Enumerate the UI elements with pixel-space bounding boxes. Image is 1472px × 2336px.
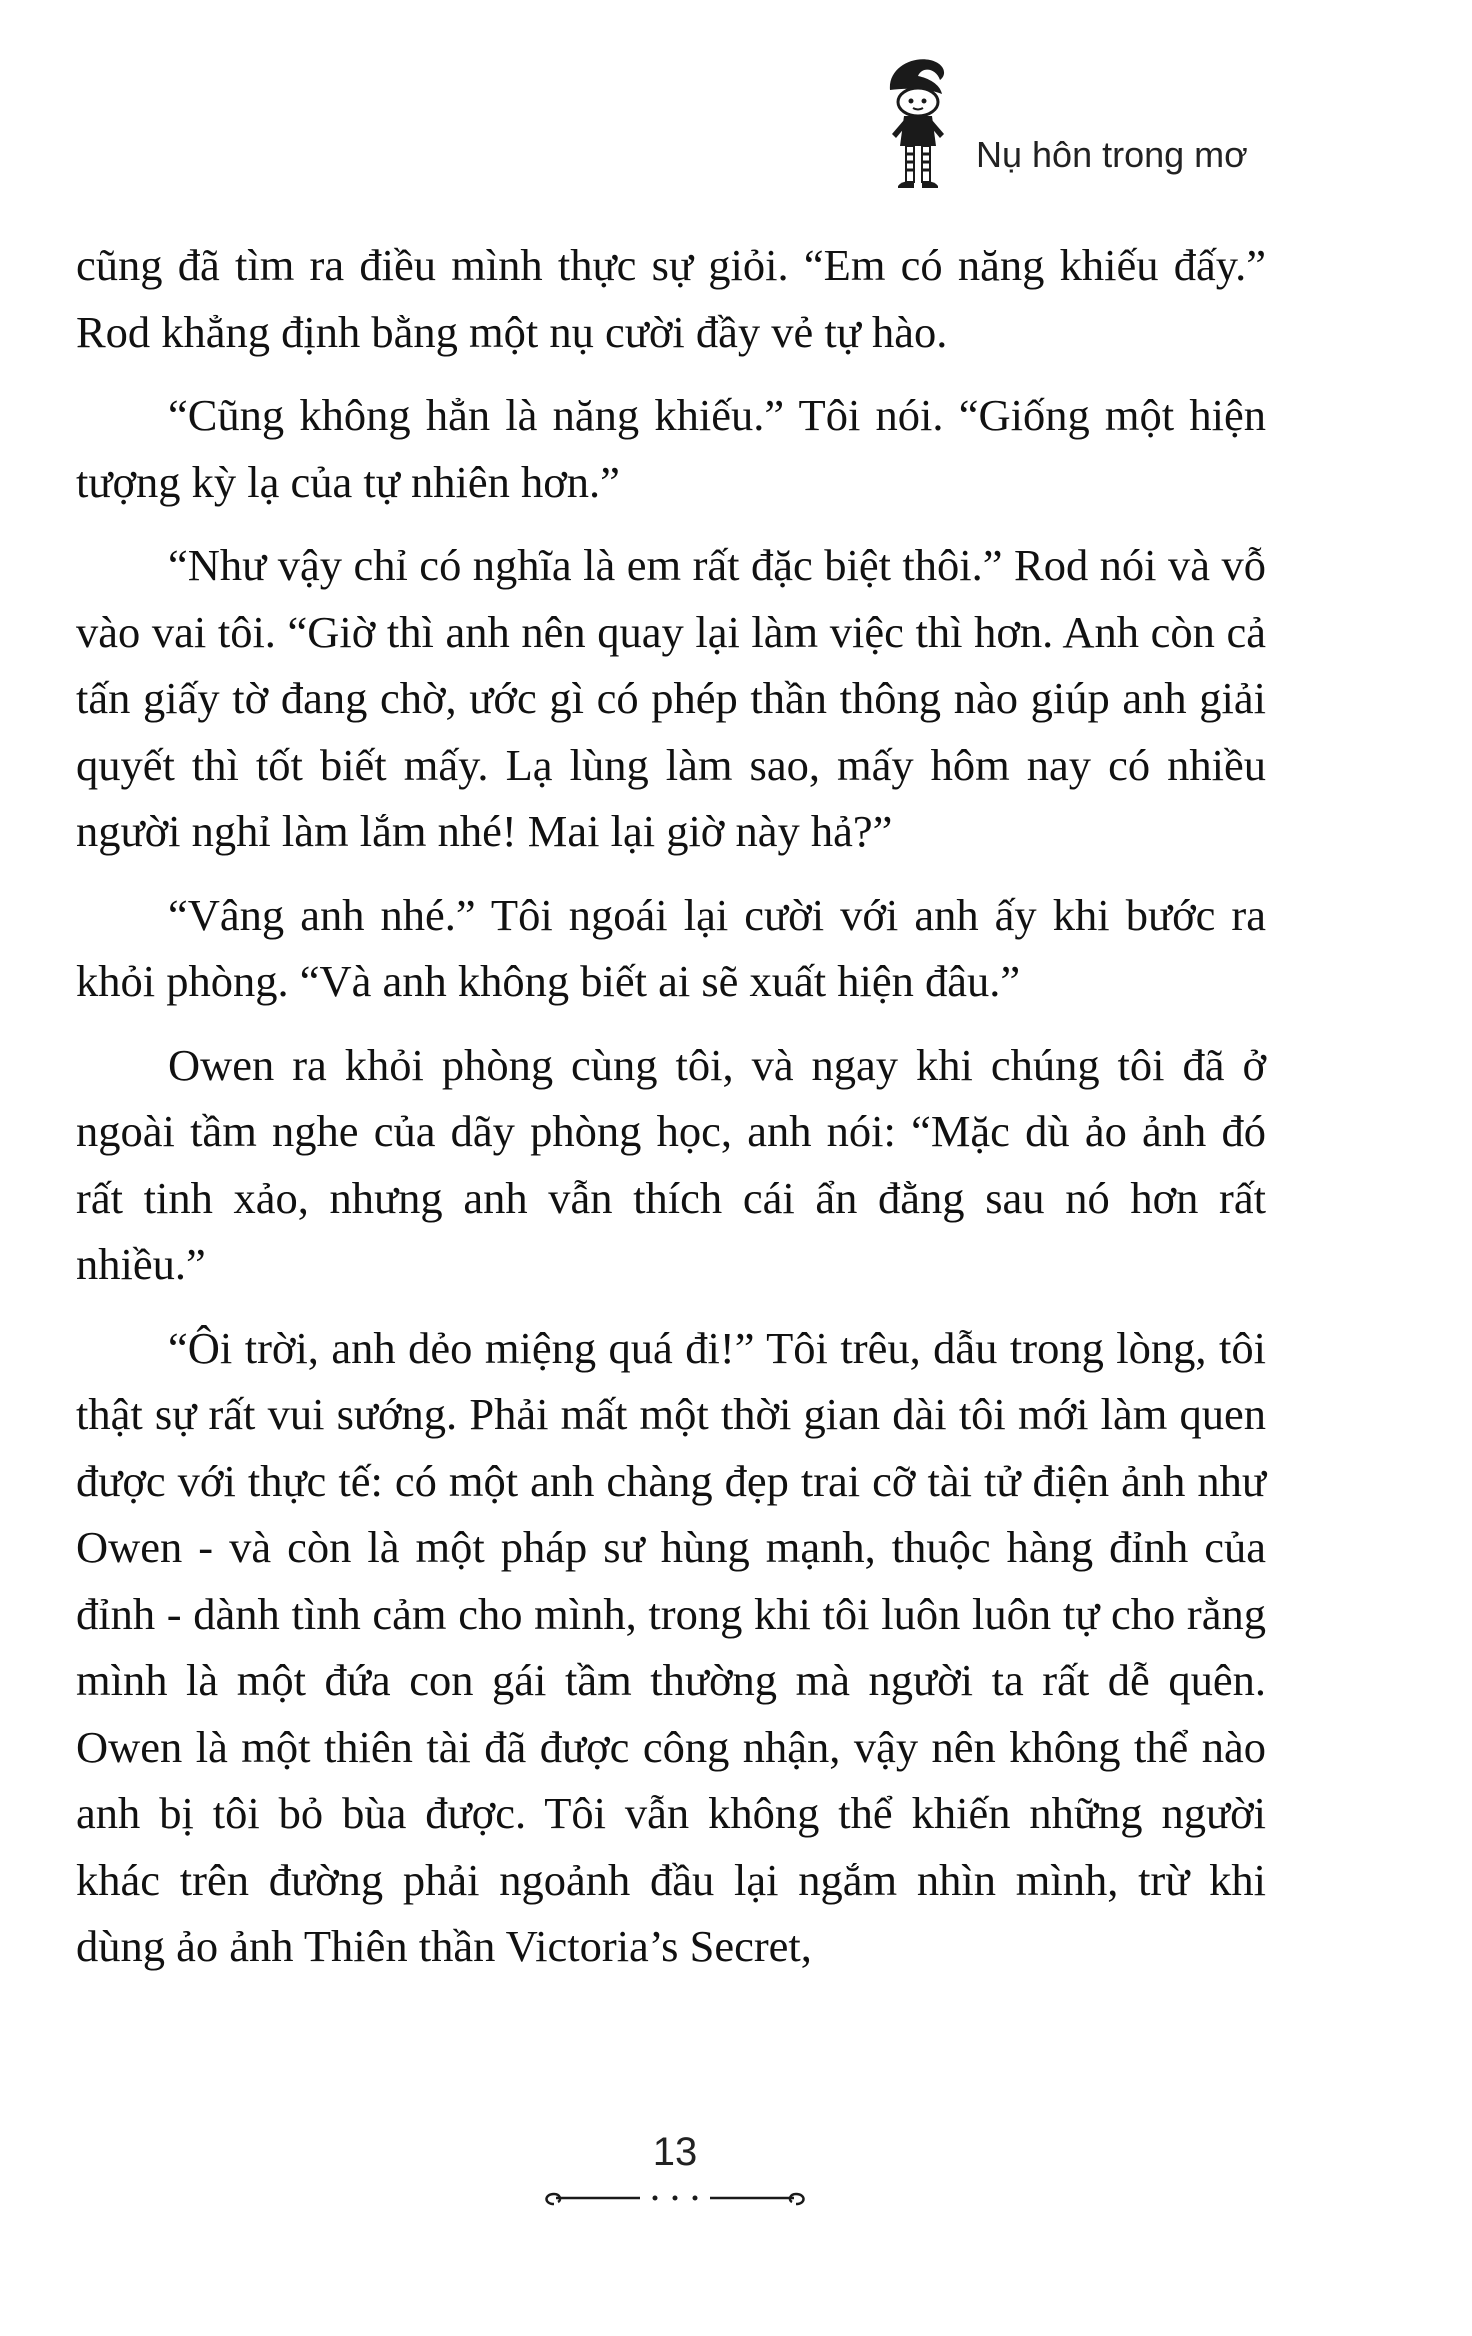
running-header	[878, 54, 1298, 214]
page-footer	[540, 2120, 810, 2230]
paragraph: “Vâng anh nhé.” Tôi ngoái lại cười với anh ấy khi bước ra khỏi phòng. “Và anh không biết ai sẽ xuất hiện đâu.”	[76, 889, 1266, 1006]
scroll-ornament-icon	[540, 2186, 810, 2216]
book-title: Nụ hôn trong mơ	[976, 134, 1248, 175]
paragraph: cũng đã tìm ra điều mình thực sự giỏi. “Em có năng khiếu đấy.” Rod khẳng định bằng một nụ cười đầy vẻ tự hào.	[76, 240, 1266, 357]
paragraph: “Cũng không hẳn là năng khiếu.” Tôi nói. “Giống một hiện tượng kỳ lạ của tự nhiên hơn.”	[76, 390, 1266, 507]
paragraph: Owen ra khỏi phòng cùng tôi, và ngay khi chúng tôi đã ở ngoài tầm nghe của dãy phòng học, anh nói: “Mặc dù ảo ảnh đó rất tinh xảo, nhưng anh vẫn thích cái ẩn đằng sau nó hơn rất nhiều.”	[76, 1039, 1266, 1289]
paragraph: “Ôi trời, anh dẻo miệng quá đi!” Tôi trêu, dẫu trong lòng, tôi thật sự rất vui sướng. Phải mất một thời gian dài tôi mới làm quen được với thực tế: có một anh chàng đẹp trai cỡ tài tử điện ảnh như Owen - và còn là một pháp sư hùng mạnh, thuộc hàng đỉnh của đỉnh - dành tình cảm cho mình, trong khi tôi luôn luôn tự cho rằng mình là một đứa con gái tầm thường mà người ta rất dễ quên. Owen là một thiên tài đã được công nhận, vậy nên không thể nào anh bị tôi bỏ bùa được. Tôi vẫn không thể khiến những người khác trên đường phải ngoảnh đầu lại ngắm nhìn mình, trừ khi dùng ảo ảnh Thiên thần Victoria’s Secret,	[76, 1322, 1266, 1971]
elf-icon	[878, 54, 968, 204]
page-number: 13	[652, 2130, 698, 2174]
page-body	[76, 232, 1266, 1980]
paragraph: “Như vậy chỉ có nghĩa là em rất đặc biệt thôi.” Rod nói và vỗ vào vai tôi. “Giờ thì anh nên quay lại làm việc thì hơn. Anh còn cả tấn giấy tờ đang chờ, ước gì có phép thần thông nào giúp anh giải quyết thì tốt biết mấy. Lạ lùng làm sao, mấy hôm nay có nhiều người nghỉ làm lắm nhé! Mai lại giờ này hả?”	[76, 540, 1266, 856]
